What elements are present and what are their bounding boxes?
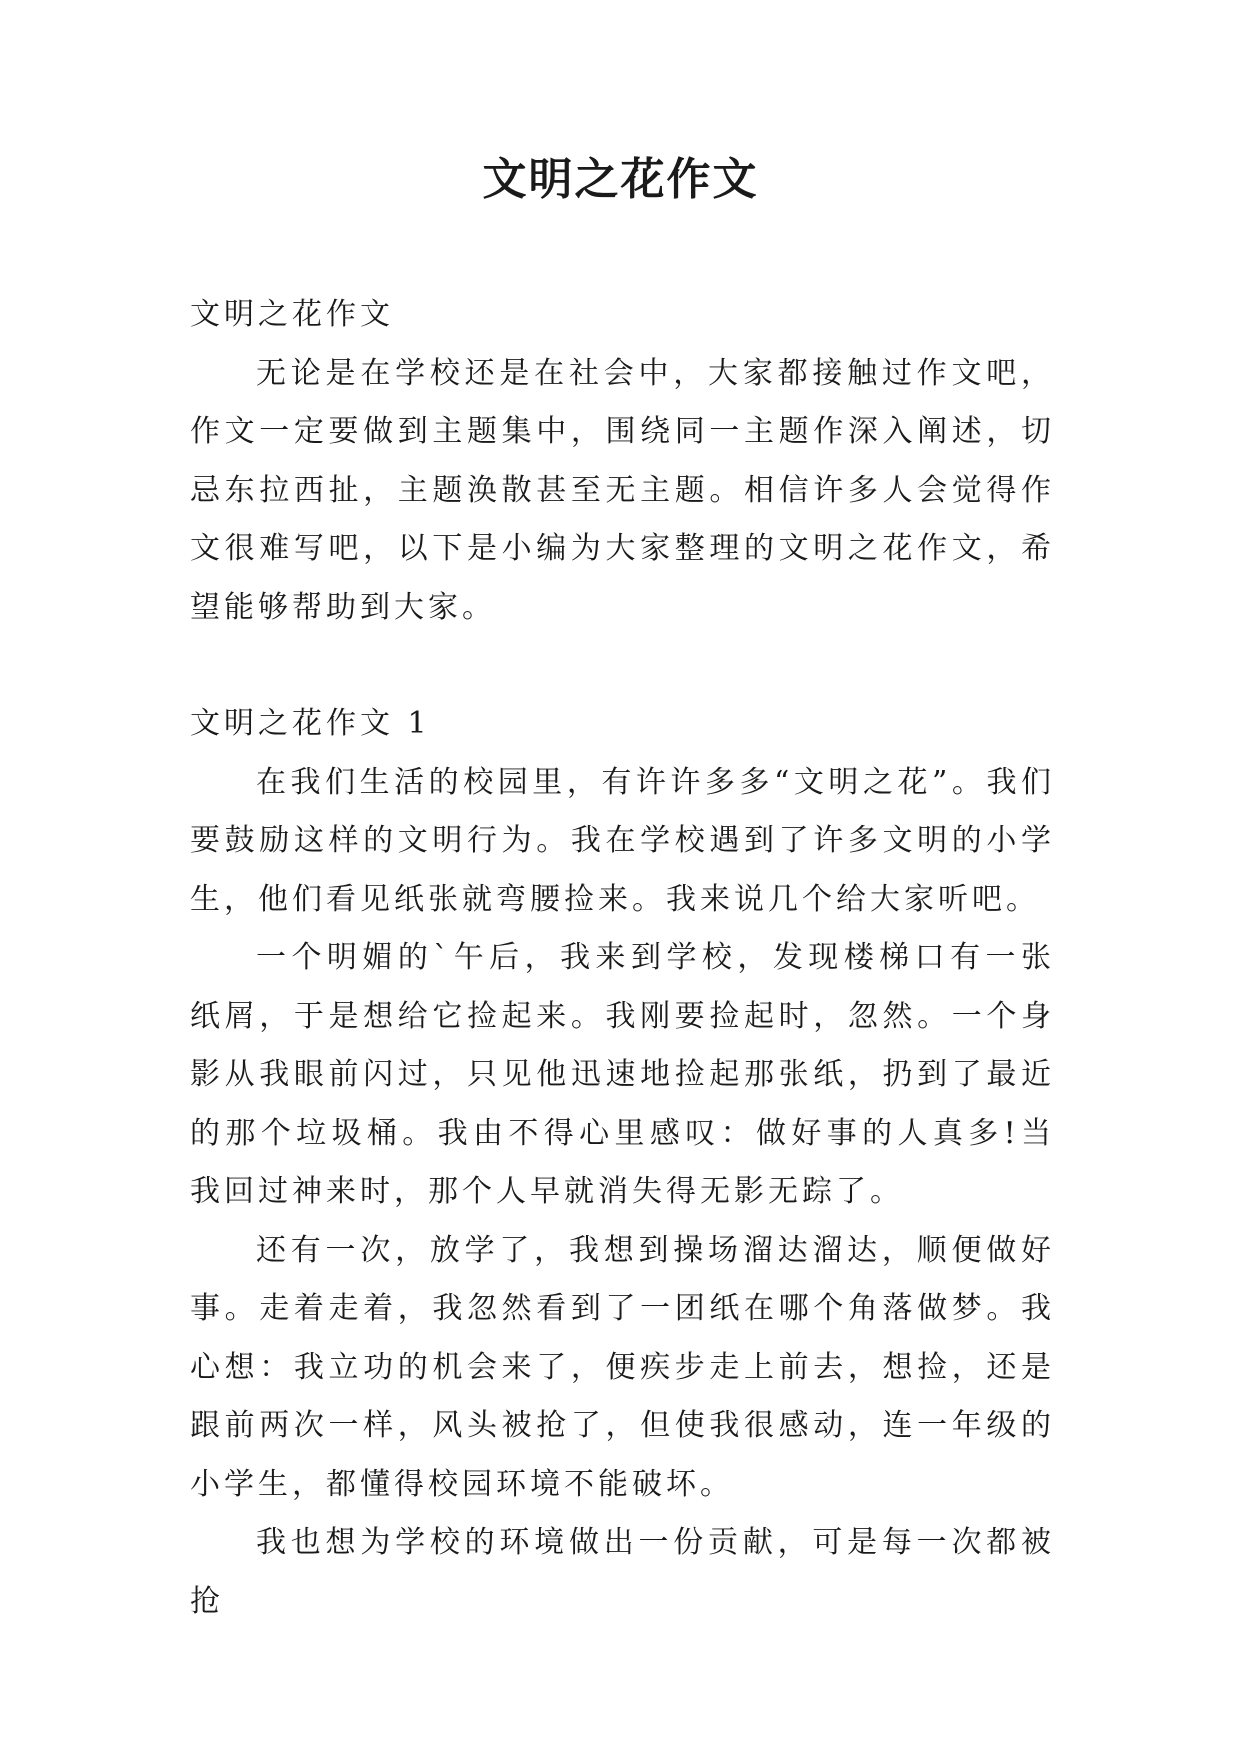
document-title: 文明之花作文 (482, 154, 759, 205)
essay-paragraph: 还有一次，放学了，我想到操场溜达溜达，顺便做好事。走着走着，我忽然看到了一团纸在哪个角落做梦。我心想：我立功的机会来了，便疾步走上前去，想捡，还是跟前两次一样，风头被抢了，但使我很感动，连一年级的小学生，都懂得校园环境不能破坏。 (190, 1232, 1055, 1502)
essay-paragraph: 一个明媚的`午后，我来到学校，发现楼梯口有一张纸屑，于是想给它捡起来。我刚要捡起时，忽然。一个身影从我眼前闪过，只见他迅速地捡起那张纸，扔到了最近的那个垃圾桶。我由不得心里感叹：做好事的人真多!当我回过神来时，那个人早就消失得无影无踪了。 (190, 940, 1055, 1209)
intro-heading: 文明之花作文 (190, 297, 394, 332)
essay-paragraph: 我也想为学校的环境做出一份贡献，可是每一次都被抢 (190, 1525, 1055, 1619)
intro-section (190, 286, 1055, 637)
intro-paragraph: 无论是在学校还是在社会中，大家都接触过作文吧，作文一定要做到主题集中，围绕同一主题作深入阐述，切忌东拉西扯，主题涣散甚至无主题。相信许多人会觉得作文很难写吧，以下是小编为大家整理的文明之花作文，希望能够帮助到大家。 (190, 355, 1055, 625)
essay-paragraph: 在我们生活的校园里，有许许多多“文明之花”。我们要鼓励这样的文明行为。我在学校遇到了许多文明的小学生，他们看见纸张就弯腰捡来。我来说几个给大家听吧。 (190, 764, 1055, 917)
essay-1-section (190, 695, 1055, 1631)
essay-1-heading: 文明之花作文 1 (190, 706, 431, 741)
